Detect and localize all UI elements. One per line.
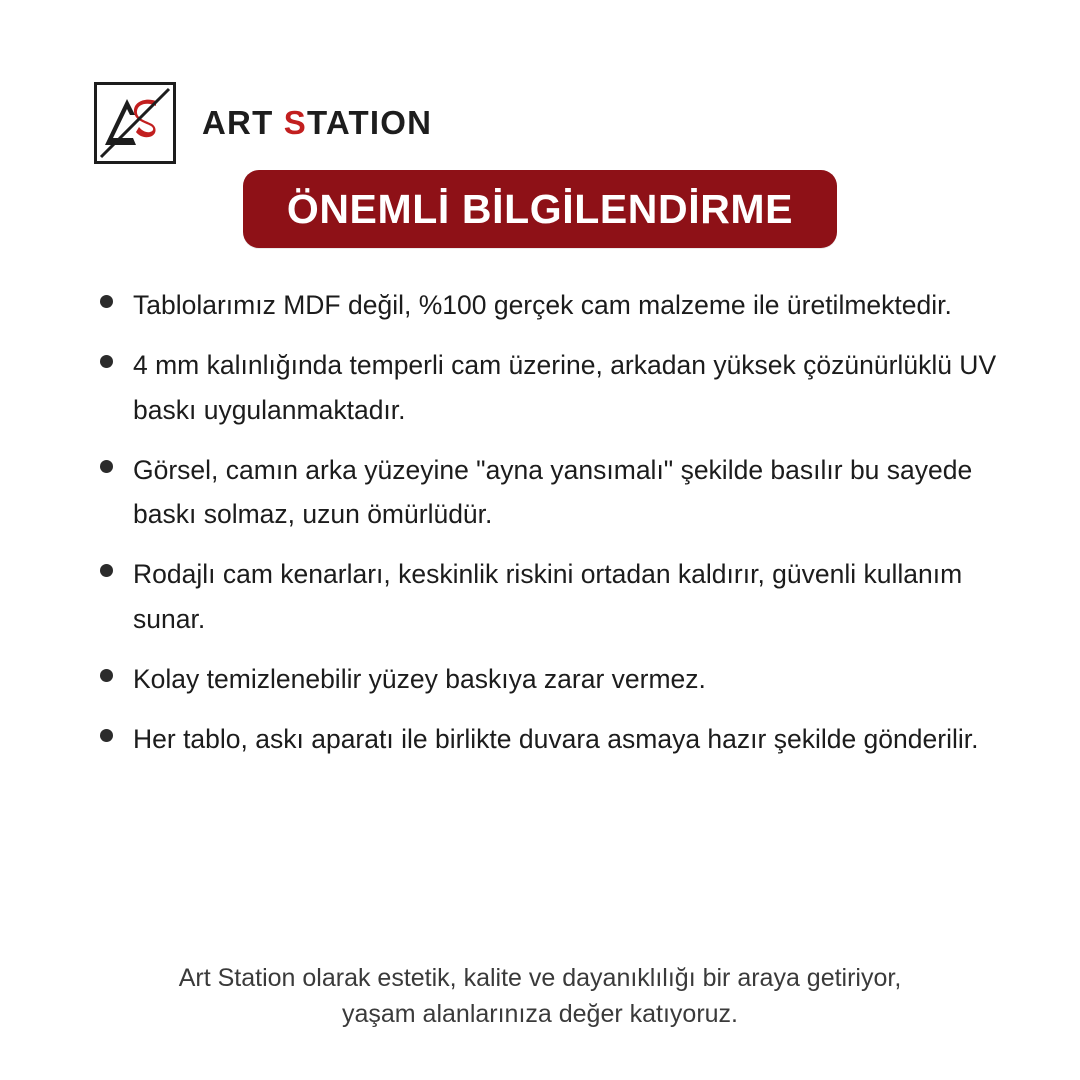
list-item-label: Görsel, camın arka yüzeyine "ayna yansımalı" şekilde basılır bu sayede baskı solmaz, uzun ömürlüdür.	[133, 454, 973, 529]
list-item-label: Rodajlı cam kenarları, keskinlik riskini ortadan kaldırır, güvenli kullanım sunar.	[133, 559, 963, 634]
as-monogram-icon	[94, 82, 176, 164]
footer-line-1: Art Station olarak estetik, kalite ve dayanıklılığı bir araya getiriyor,	[178, 964, 902, 992]
bullet-icon	[100, 729, 113, 742]
list-item-label: 4 mm kalınlığında temperli cam üzerine, arkadan yüksek çözünürlüklü UV baskı uygulanmaktadır.	[133, 350, 997, 425]
bullet-icon	[100, 669, 113, 682]
footer-tagline	[0, 960, 1080, 1033]
list-item	[100, 283, 1030, 327]
list-item-label: Tablolarımız MDF değil, %100 gerçek cam malzeme ile üretilmektedir.	[133, 290, 952, 320]
footer-line-2: yaşam alanlarınıza değer katıyoruz.	[341, 1000, 739, 1029]
list-item-label: Her tablo, askı aparatı ile birlikte duvara asmaya hazır şekilde gönderilir.	[133, 724, 979, 754]
bullet-icon	[100, 355, 113, 368]
bullet-icon	[100, 460, 113, 473]
list-item	[100, 657, 1030, 701]
list-item-label: Kolay temizlenebilir yüzey baskıya zarar vermez.	[133, 663, 706, 694]
brand-name-rest: TATION	[307, 104, 433, 141]
title-banner	[243, 170, 837, 248]
list-item	[100, 343, 1030, 432]
list-item	[100, 448, 1030, 537]
brand-wordmark	[202, 104, 432, 142]
banner-title: ÖNEMLİ BİLGİLENDİRME	[286, 185, 794, 232]
feature-list	[100, 283, 1030, 777]
list-item	[100, 552, 1030, 641]
bullet-icon	[100, 564, 113, 577]
bullet-icon	[100, 295, 113, 308]
brand-name-first: ART	[202, 104, 284, 141]
brand-name-accent: S	[283, 104, 308, 141]
brand-logo	[94, 82, 432, 164]
list-item	[100, 717, 1030, 761]
